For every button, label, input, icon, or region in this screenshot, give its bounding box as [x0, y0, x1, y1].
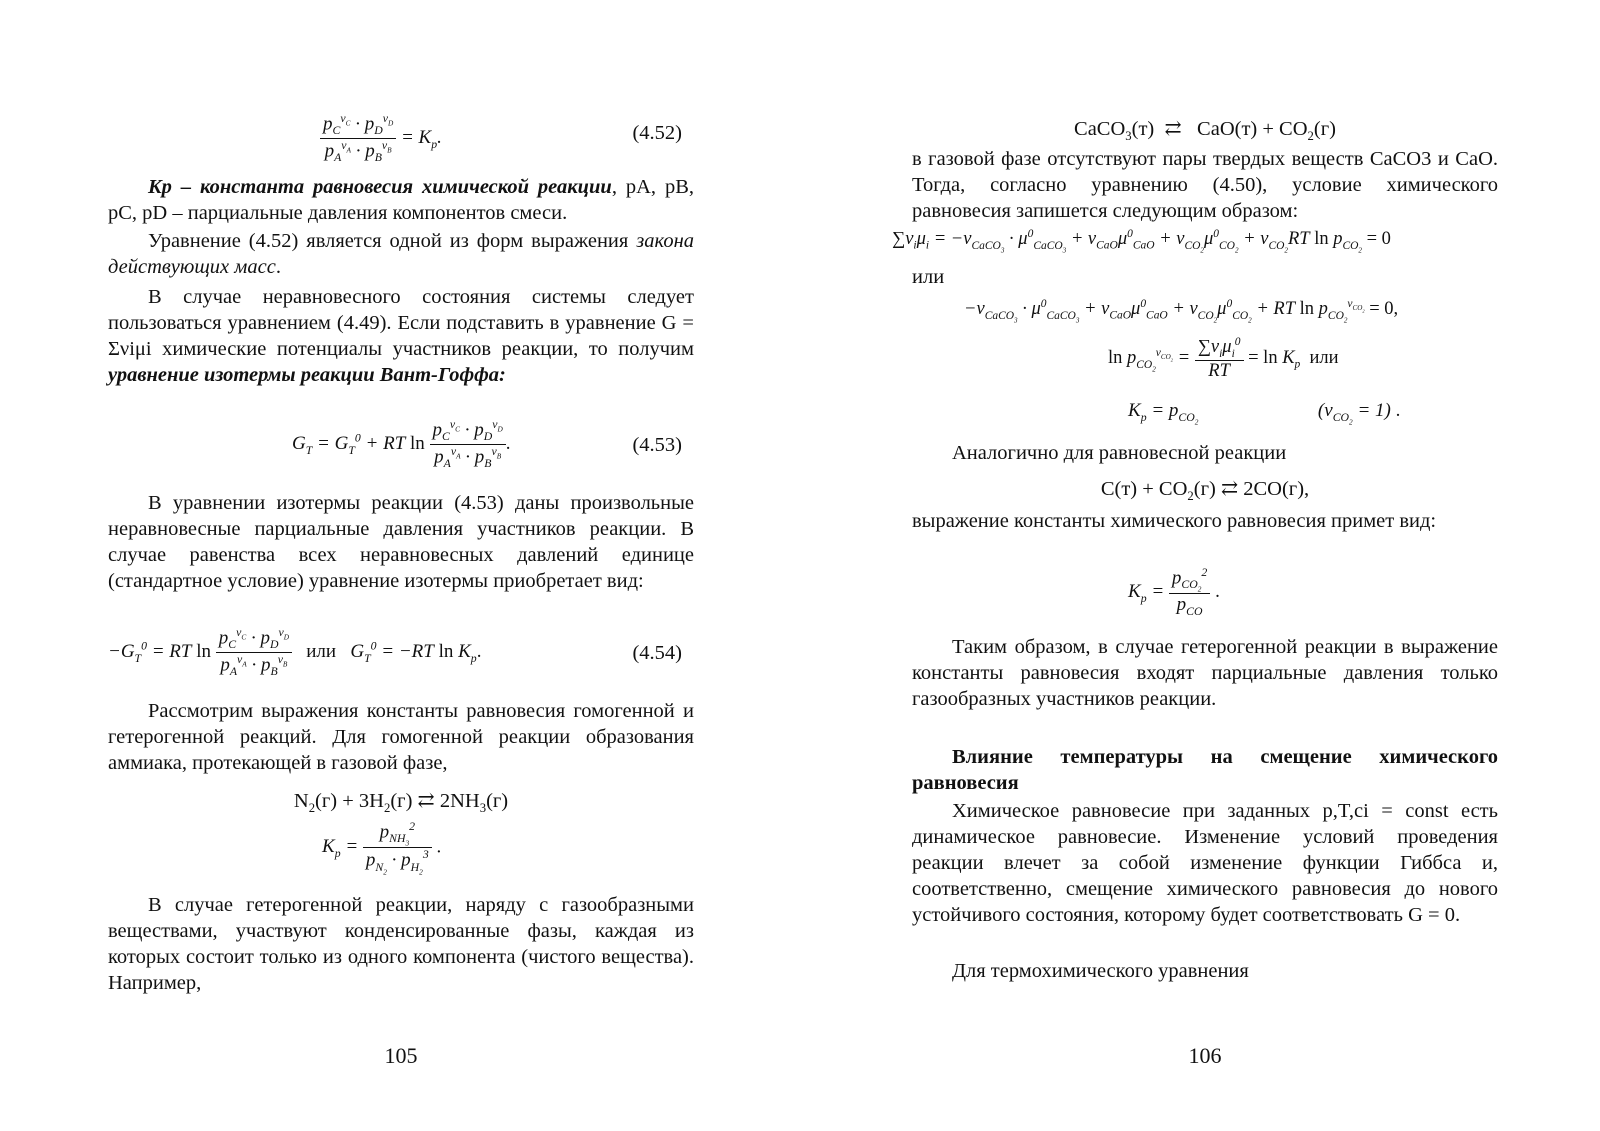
equation-ln-p: $\ln p_{CO_2}^{\nu_{CO_2}}$ = $\frac{\sum\nu_i\mu_i^0}{RT}$ = $\ln K_p$ или: [1108, 336, 1339, 381]
paragraph: выражение константы химического равновесия примет вид:: [912, 510, 1437, 532]
reaction-caco3: CaCO$_3$(т) ⇄ $CaO(т) + CO_2(г)$: [1074, 118, 1336, 144]
paragraph: Для термохимического уравнения: [952, 960, 1249, 982]
reaction-nh3: $N_2(г) + 3H_2(г)$ ⇄ $2NH_3(г)$: [293, 790, 509, 816]
page-number: 105: [384, 1043, 418, 1068]
paragraph: в газовой фазе отсутствуют пары твердых веществ CaCO3 и CaO. Тогда, согласно уравнению (4.50), условие химического равновесия запишется следующим образом:: [912, 148, 1498, 222]
paragraph: или: [912, 266, 945, 288]
equation-chem-potential-sum: $\sum\nu_i\mu_i = -\nu_{CaCO_3} \cdot \mu^0_{CaCO_3} + \nu_{CaO}\mu^0_{CaO} + \nu_{CO_2}\mu^0_{CO_2} + \nu_{CO_2}RT$ $\ln p_{CO_2} = 0$: [892, 228, 1391, 255]
paragraph: Уравнение (4.52) является одной из форм выражения закона действующих масс.: [108, 230, 694, 278]
paragraph: Kp – константа равновесия химической реакции, pA, pB, pC, pD – парциальные давления компонентов смеси.: [108, 176, 694, 224]
equation-number: (4.54): [632, 642, 682, 664]
equation-number: (4.53): [632, 434, 682, 456]
paragraph: Химическое равновесие при заданных p,T,ci = const есть динамическое равновесие. Изменение условий проведения реакции влечет за собой изменение функции Гиббса и, соответственно, смещение химического равновесия до нового устойчивого состояния, которому будет соответствовать G = 0.: [912, 800, 1498, 926]
paragraph: В случае неравновесного состояния системы следует пользоваться уравнением (4.49). Если подставить в уравнение G = Σνiμi химические потенциалы участников реакции, то получим уравнение изотермы реакции Вант-Гоффа:: [108, 286, 694, 386]
equation-kp-co2: $K_p = p_{CO_2}$ $(\nu_{CO_2} = 1)$ .: [1128, 400, 1401, 427]
paragraph: Рассмотрим выражения константы равновесия гомогенной и гетерогенной реакций. Для гомогенной реакции образования аммиака, протекающей в газовой фазе,: [108, 700, 694, 774]
equation-kp-co: $K_p$ = $\frac{p_{CO_2}^2}{p_{CO}}$ .: [1128, 566, 1220, 619]
section-heading: Влияние температуры на смещение химического равновесия: [912, 746, 1498, 794]
equation-4-53: $G_T = G_T^0$ + RT ln $\frac{p_C^{\nu_C} \cdot p_D^{\nu_D}}{p_A^{\nu_A} \cdot p_B^{\nu_B}}$ . (4.53): [292, 418, 682, 471]
equation-number: (4.52): [632, 122, 682, 144]
paragraph: Аналогично для равновесной реакции: [952, 442, 1287, 464]
equation-4-52: $\frac{p_C^{\nu_C} \cdot p_D^{\nu_D}}{p_A^{\nu_A} \cdot p_B^{\nu_B}}$ = $K_p$. (4.52): [108, 112, 694, 170]
paragraph: В уравнении изотермы реакции (4.53) даны произвольные неравновесные парциальные давления участников реакции. В случае равенства всех неравновесных давлений единице (стандартное условие) уравнение изотермы приобретает вид:: [108, 492, 694, 592]
reaction-co: $C(т) + CO_2(г)$ ⇄ 2CO(г),: [1100, 478, 1310, 504]
equation-chem-potential-zero: $-\nu_{CaCO_3} \cdot \mu^0_{CaCO_3} + \nu_{CaO}\mu^0_{CaO} + \nu_{CO_2}\mu^0_{CO_2}$ + RT $\ln p_{CO_2}^{\nu_{CO_2}} = 0$,: [964, 298, 1399, 325]
paragraph: Таким образом, в случае гетерогенной реакции в выражение константы равновесия входят парциальные давления только газообразных участников реакции.: [912, 636, 1498, 710]
paragraph: В случае гетерогенной реакции, наряду с газообразными веществами, участвуют конденсированные фазы, каждая из которых состоит только из одного компонента (чистого вещества). Например,: [108, 894, 694, 994]
page-number: 106: [1188, 1043, 1222, 1068]
equation-4-54: $-G_T^0$ = RT ln $\frac{p_C^{\nu_C} \cdot p_D^{\nu_D}}{p_A^{\nu_A} \cdot p_B^{\nu_B}}$ или $G_T^0 = -RT$ $\ln K_p$. (4.54): [108, 626, 682, 679]
equation-kp-nh3: $K_p$ = $\frac{p_{NH_3}^2}{p_{N_2} \cdot p_{H_2}^3}$ .: [322, 820, 442, 876]
